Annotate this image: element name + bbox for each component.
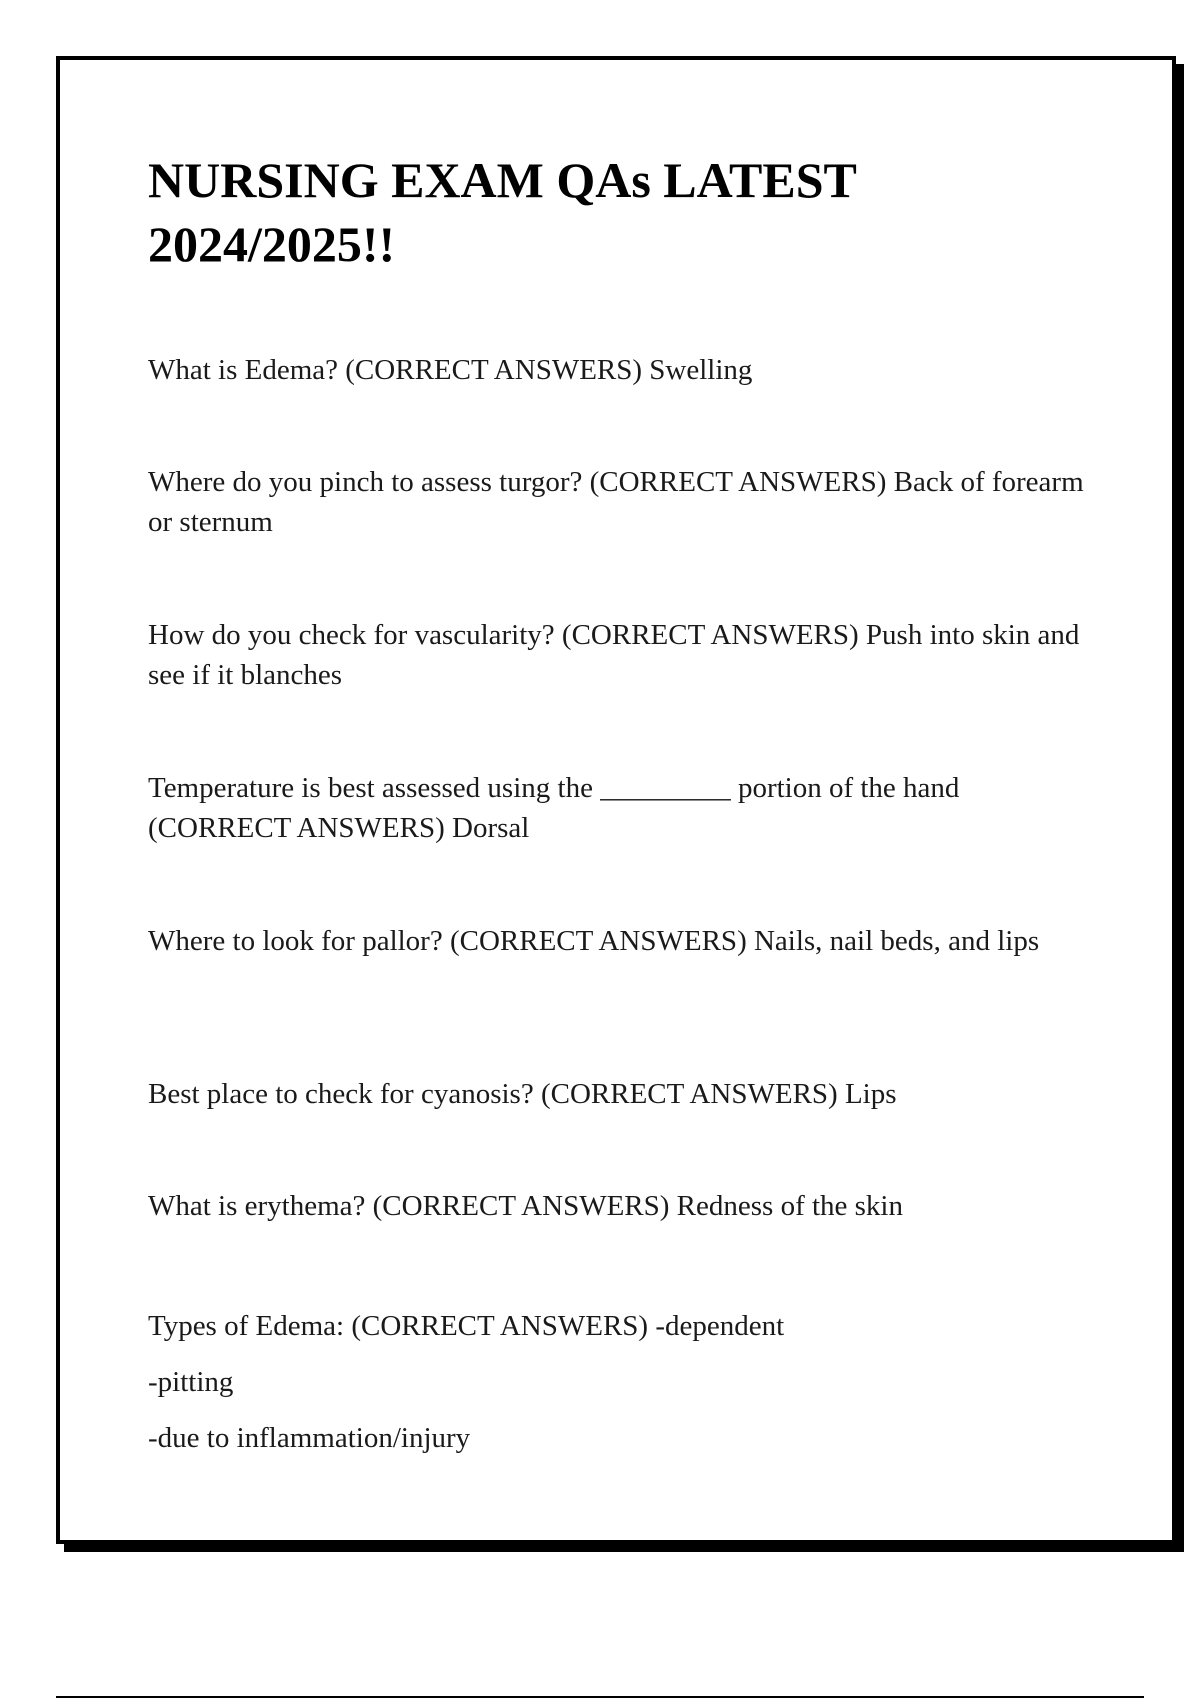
edema-types-line: Types of Edema: (CORRECT ANSWERS) -dependent xyxy=(148,1310,785,1342)
qa-item-vascularity: How do you check for vascularity? (CORRECT ANSWERS) Push into skin and see if it blanches xyxy=(148,619,1080,691)
footer-divider xyxy=(56,1696,1144,1698)
qa-item-turgor: Where do you pinch to assess turgor? (CORRECT ANSWERS) Back of forearm or sternum xyxy=(148,466,1084,538)
document-title: NURSING EXAM QAs LATEST 2024/2025!! xyxy=(148,152,857,272)
edema-types-pitting: -pitting xyxy=(148,1366,234,1398)
qa-item-edema-types xyxy=(148,1298,1108,1466)
qa-item-pallor: Where to look for pallor? (CORRECT ANSWERS) Nails, nail beds, and lips xyxy=(148,925,1040,957)
edema-types-inflammation: -due to inflammation/injury xyxy=(148,1422,471,1454)
qa-item-temperature: Temperature is best assessed using the _________ portion of the hand (CORRECT ANSWERS) Dorsal xyxy=(148,772,960,844)
qa-item-edema: What is Edema? (CORRECT ANSWERS) Swelling xyxy=(148,354,753,386)
qa-item-erythema: What is erythema? (CORRECT ANSWERS) Redness of the skin xyxy=(148,1190,903,1222)
qa-item-cyanosis: Best place to check for cyanosis? (CORRECT ANSWERS) Lips xyxy=(148,1078,897,1110)
page-frame xyxy=(56,56,1176,1544)
